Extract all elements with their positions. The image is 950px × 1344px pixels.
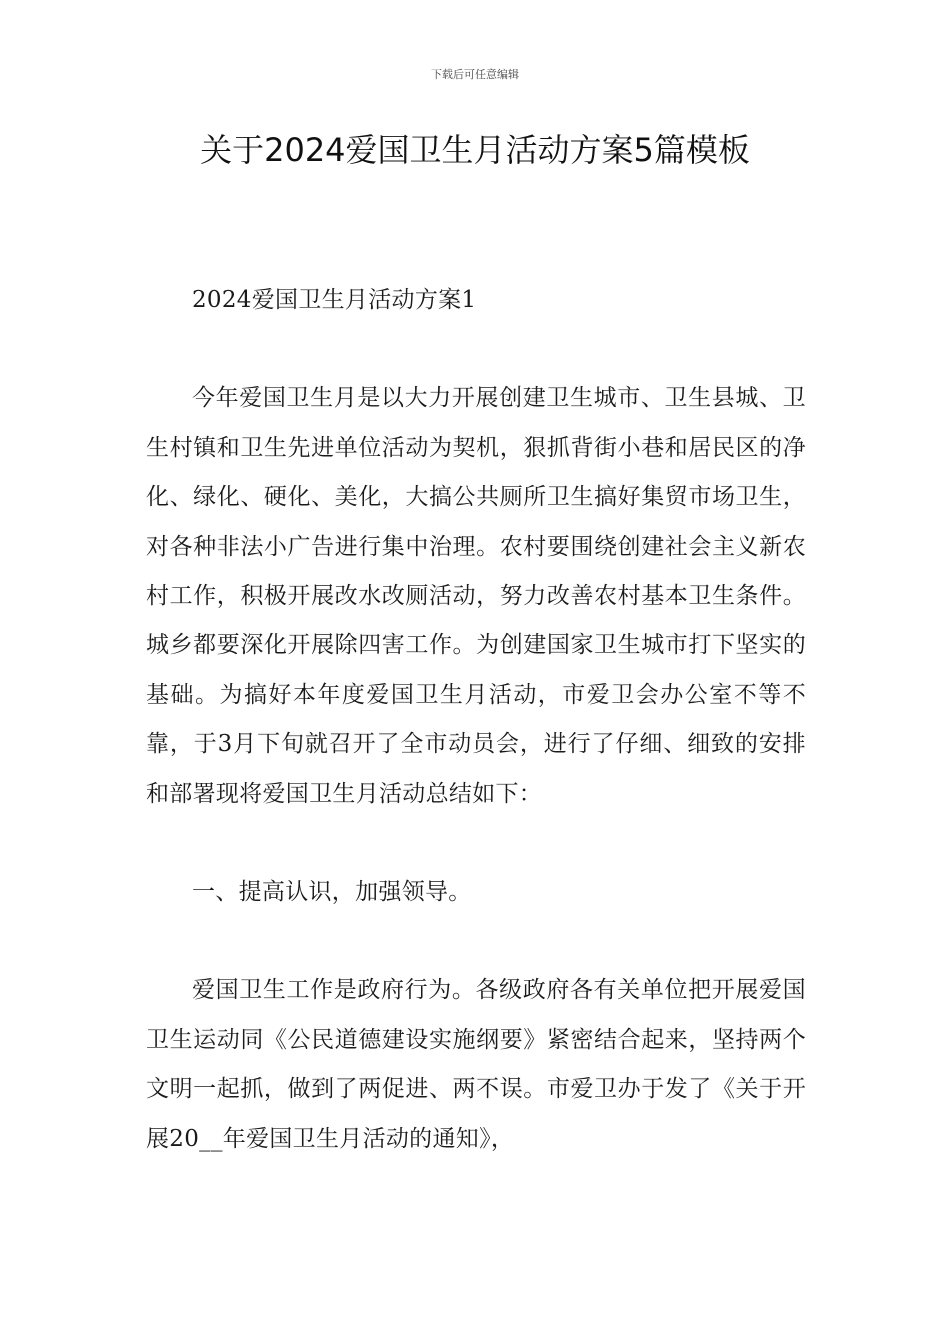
header-note: 下载后可任意编辑 <box>431 68 519 81</box>
document-title: 关于2024爱国卫生月活动方案5篇模板 <box>200 131 750 169</box>
document-body <box>146 276 806 1164</box>
paragraph-2: 爱国卫生工作是政府行为。各级政府各有关单位把开展爱国卫生运动同《公民道德建设实施纲要》紧密结合起来，坚持两个文明一起抓，做到了两促进、两不误。市爱卫办于发了《关于开展20__年爱国卫生月活动的通知》， <box>146 977 806 1152</box>
section-heading: 2024爱国卫生月活动方案1 <box>192 287 477 313</box>
paragraph-intro: 今年爱国卫生月是以大力开展创建卫生城市、卫生县城、卫生村镇和卫生先进单位活动为契机，狠抓背街小巷和居民区的净化、绿化、硬化、美化，大搞公共厕所卫生搞好集贸市场卫生，对各种非法小广告进行集中治理。农村要围绕创建社会主义新农村工作，积极开展改水改厕活动，努力改善农村基本卫生条件。城乡都要深化开展除四害工作。为创建国家卫生城市打下坚实的基础。为搞好本年度爱国卫生月活动，市爱卫会办公室不等不靠，于3月下旬就召开了全市动员会，进行了仔细、细致的安排和部署现将爱国卫生月活动总结如下： <box>146 385 806 807</box>
subheading-1: 一、提高认识，加强领导。 <box>192 879 472 906</box>
